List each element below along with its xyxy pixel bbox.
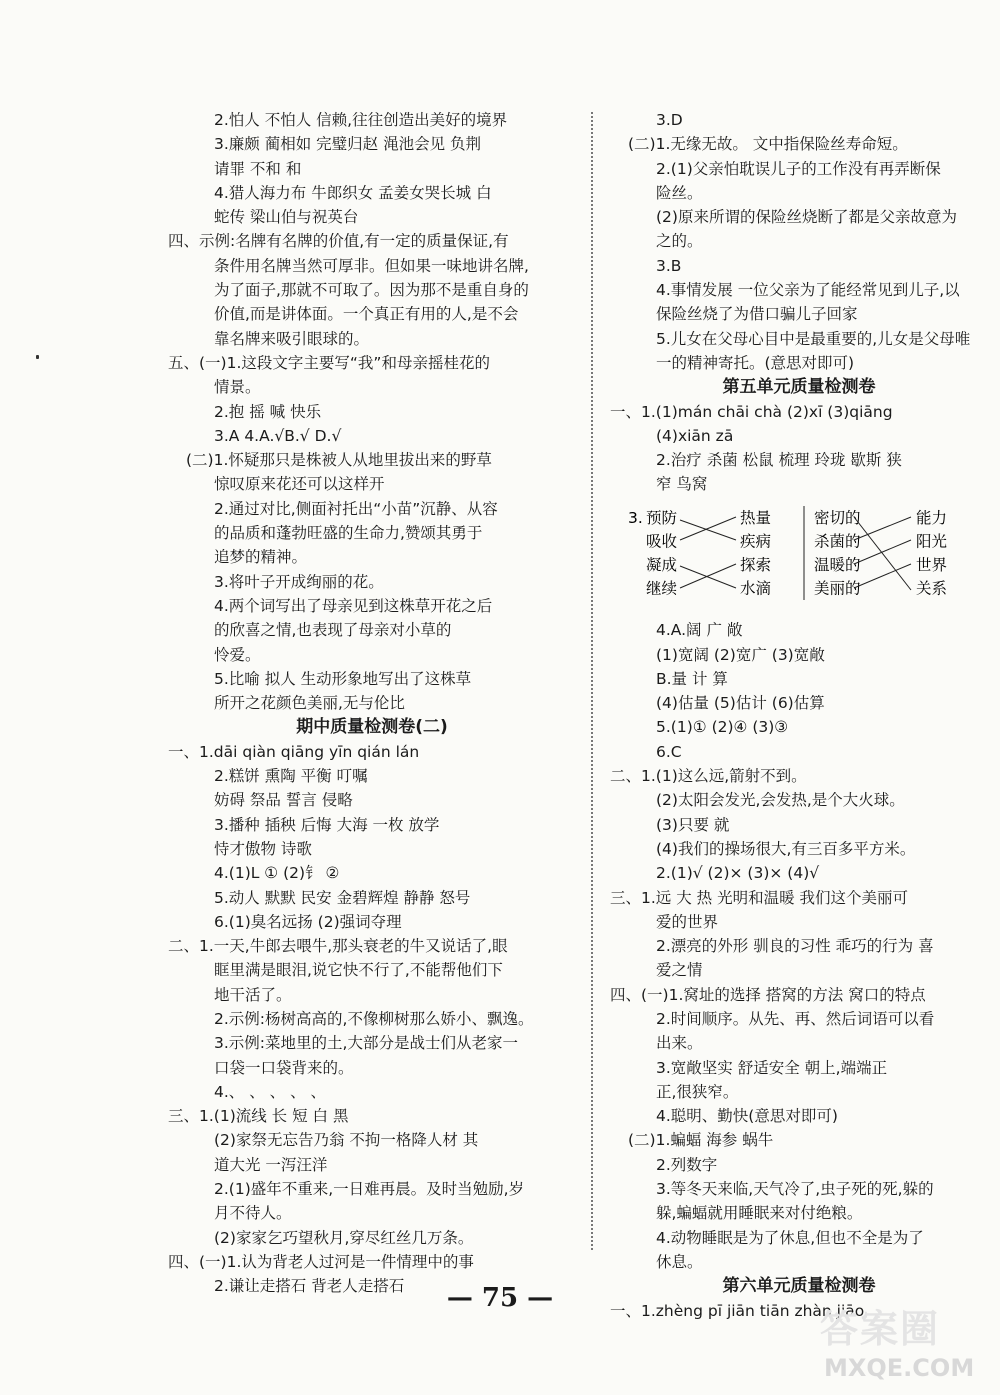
answer-line: 一、1.(1)mán chāi chà (2)xī (3)qiāng bbox=[610, 402, 893, 421]
matching-word: 凝成 bbox=[646, 556, 678, 574]
answer-line: 三、1.远 大 热 光明和温暖 我们这个美丽可 bbox=[610, 888, 908, 907]
section-title: 期中质量检测卷(二) bbox=[296, 717, 448, 738]
matching-word: 温暖的 bbox=[814, 556, 861, 574]
matching-word: 能力 bbox=[916, 509, 948, 527]
answer-line: (2)家家乞巧望秋月,穿尽红丝几万条。 bbox=[214, 1228, 474, 1247]
answer-line: 道大光 一泻汪洋 bbox=[214, 1155, 328, 1174]
answer-line: 四、示例:名牌有名牌的价值,有一定的质量保证,有 bbox=[168, 232, 509, 251]
answer-line: 为了面子,那就不可取了。因为那不是重自身的 bbox=[214, 281, 529, 300]
answer-line: 3.等冬天来临,天气冷了,虫子死的死,躲的 bbox=[656, 1180, 934, 1199]
matching-word: 预防 bbox=[646, 509, 678, 527]
matching-exercise bbox=[628, 506, 948, 602]
answer-line: 二、1.一天,牛郎去喂牛,那头衰老的牛又说话了,眼 bbox=[168, 937, 508, 956]
answer-line: (2)原来所谓的保险丝烧断了都是父亲故意为 bbox=[656, 208, 957, 227]
answer-line: B.量 计 算 bbox=[656, 669, 728, 688]
answer-line: 正,很狭窄。 bbox=[656, 1082, 739, 1101]
answer-line: 怜爱。 bbox=[214, 645, 261, 664]
answer-line: 保险丝烧了为借口骗儿子回家 bbox=[656, 305, 858, 324]
answer-line: 5.(1)① (2)④ (3)③ bbox=[656, 718, 789, 737]
answer-line: 请罪 不和 和 bbox=[214, 159, 302, 178]
answer-line: 恃才傲物 诗歌 bbox=[214, 839, 312, 858]
matching-number: 3. bbox=[628, 509, 643, 527]
answer-line: 2.怕人 不怕人 信赖,往往创造出美好的境界 bbox=[214, 111, 508, 129]
answer-line: 3.将叶子开成绚丽的花。 bbox=[214, 572, 384, 591]
answer-line: 一的精神寄托。(意思对即可) bbox=[656, 353, 855, 372]
answer-line: (4)估量 (5)估计 (6)估算 bbox=[656, 694, 825, 713]
answer-line: 2.治疗 杀菌 松鼠 梳理 玲珑 歇斯 狭 bbox=[656, 451, 902, 470]
section-title: 第六单元质量检测卷 bbox=[722, 1276, 876, 1297]
answer-line: 休息。 bbox=[656, 1252, 703, 1271]
answer-line: 口袋一口袋背来的。 bbox=[214, 1058, 354, 1077]
answer-line: 2.漂亮的外形 驯良的习性 乖巧的行为 喜 bbox=[656, 937, 934, 956]
answer-line: 4.动物睡眠是为了休息,但也不全是为了 bbox=[656, 1228, 924, 1247]
answer-line: 所开之花颜色美丽,无与伦比 bbox=[214, 694, 405, 713]
answer-line: 2.示例:杨树高高的,不像柳树那么娇小、飘逸。 bbox=[214, 1009, 534, 1028]
answer-line: 月不待人。 bbox=[214, 1204, 292, 1223]
answer-line: (二)1.无缘无故。 文中指保险丝寿命短。 bbox=[628, 135, 908, 154]
matching-word: 关系 bbox=[916, 579, 948, 598]
answer-line: (2)太阳会发光,会发热,是个大火球。 bbox=[656, 791, 905, 810]
answer-line: 妨碍 祭品 誓言 侵略 bbox=[214, 791, 353, 810]
matching-word: 探索 bbox=[740, 556, 772, 574]
answer-line: 2.通过对比,侧面衬托出“小苗”沉静、从容 bbox=[214, 499, 498, 518]
answer-line: 6.C bbox=[656, 742, 682, 761]
answer-column-right bbox=[610, 108, 988, 1323]
answer-line: 的品质和蓬勃旺盛的生命力,赞颂其勇于 bbox=[214, 524, 483, 543]
answer-line: (4)我们的操场很大,有三百多平方米。 bbox=[656, 839, 916, 858]
answer-line: 2.(1)盛年不重来,一日难再晨。及时当勉励,岁 bbox=[214, 1180, 525, 1199]
answer-line: 五、(一)1.这段文字主要写“我”和母亲摇桂花的 bbox=[168, 353, 490, 372]
matching-word: 吸收 bbox=[646, 532, 678, 551]
answer-line: 2.抱 摇 喊 快乐 bbox=[214, 402, 322, 421]
watermark-logo bbox=[806, 1302, 986, 1386]
answer-line: 4.、 、 、 、 、 bbox=[214, 1082, 326, 1101]
answer-line: 4.A.阔 广 敞 bbox=[656, 621, 743, 640]
answer-line: 的欣喜之情,也表现了母亲对小草的 bbox=[214, 621, 452, 640]
answer-line: 5.比喻 拟人 生动形象地写出了这株草 bbox=[214, 669, 472, 688]
answer-line: 条件用名牌当然可厚非。但如果一味地讲名牌, bbox=[214, 256, 529, 275]
matching-word: 杀菌的 bbox=[814, 532, 861, 551]
watermark-url: MXQE.COM bbox=[824, 1354, 975, 1382]
matching-word: 热量 bbox=[740, 509, 772, 527]
matching-lines bbox=[680, 506, 911, 600]
answer-line: 4.两个词写出了母亲见到这株草开花之后 bbox=[214, 596, 493, 615]
matching-word: 密切的 bbox=[814, 509, 861, 527]
answer-line: 眶里满是眼泪,说它快不行了,不能帮他们下 bbox=[214, 961, 503, 980]
section-title: 第五单元质量检测卷 bbox=[722, 377, 876, 398]
answer-line: 靠名牌来吸引眼球的。 bbox=[214, 329, 370, 348]
answer-line: 3.B bbox=[656, 256, 682, 275]
answer-line: 4.猎人海力布 牛郎织女 孟姜女哭长城 白 bbox=[214, 183, 492, 202]
answer-line: 2.(1)父亲怕耽误儿子的工作没有再弄断保 bbox=[656, 159, 941, 178]
answer-line: 之的。 bbox=[656, 232, 703, 251]
answer-line: 躲,蝙蝠就用睡眠来对付绝粮。 bbox=[656, 1204, 863, 1223]
answer-line: 2.列数字 bbox=[656, 1155, 718, 1174]
answer-line: 惊叹原来花还可以这样开 bbox=[214, 475, 385, 494]
answer-line: 3.宽敞坚实 舒适安全 朝上,端端正 bbox=[656, 1058, 888, 1077]
answer-line: 6.(1)臭名远扬 (2)强词夺理 bbox=[214, 912, 402, 931]
answer-line: 蛇传 梁山伯与祝英台 bbox=[214, 208, 359, 227]
answer-line: 2.(1)√ (2)× (3)× (4)√ bbox=[656, 864, 820, 883]
page-number: — 75 — bbox=[446, 1283, 554, 1313]
answer-line: 2.谦让走搭石 背老人走搭石 bbox=[214, 1277, 405, 1296]
answer-line: 四、(一)1.认为背老人过河是一件情理中的事 bbox=[168, 1252, 474, 1271]
answer-line: 3.示例:菜地里的土,大部分是战士们从老家一 bbox=[214, 1034, 518, 1053]
matching-word: 世界 bbox=[916, 556, 948, 574]
answer-line: 一、1.zhèng pī jiān tiān zhàn jiāo bbox=[610, 1301, 865, 1320]
answer-line: 窄 鸟窝 bbox=[656, 475, 708, 494]
answer-column-left bbox=[168, 108, 576, 1299]
answer-line: 情景。 bbox=[214, 378, 261, 397]
answer-line: 四、(一)1.窝址的选择 搭窝的方法 窝口的特点 bbox=[610, 985, 926, 1004]
answer-line: (1)宽阔 (2)宽广 (3)宽敞 bbox=[656, 645, 825, 664]
answer-line: 5.动人 默默 民安 金碧辉煌 静静 怒号 bbox=[214, 888, 471, 907]
answer-line: 爱的世界 bbox=[656, 912, 719, 931]
matching-word: 继续 bbox=[646, 579, 678, 598]
column-divider bbox=[591, 112, 593, 1250]
answer-line: (二)1.怀疑那只是株被人从地里拔出来的野草 bbox=[186, 451, 492, 470]
matching-word: 疾病 bbox=[740, 532, 772, 551]
answer-line: 4.事情发展 一位父亲为了能经常见到儿子,以 bbox=[656, 281, 960, 300]
answer-line: (4)xiān zā bbox=[656, 426, 734, 445]
matching-word: 水滴 bbox=[740, 579, 772, 598]
answer-line: 二、1.(1)这么远,箭射不到。 bbox=[610, 767, 807, 786]
scan-speck bbox=[36, 355, 39, 359]
watermark-chars: 答案圈 bbox=[820, 1307, 941, 1351]
answer-line: 险丝。 bbox=[656, 183, 703, 202]
answer-line: 3.廉颇 蔺相如 完璧归赵 渑池会见 负荆 bbox=[214, 135, 481, 154]
answer-line: 三、1.(1)流线 长 短 白 黑 bbox=[168, 1107, 349, 1126]
answer-line: 5.儿女在父母心目中是最重要的,儿女是父母唯 bbox=[656, 329, 971, 348]
answer-line: 一、1.dāi qiàn qiāng yīn qián lán bbox=[168, 742, 420, 761]
matching-word: 阳光 bbox=[916, 532, 948, 551]
matching-word: 美丽的 bbox=[814, 579, 861, 598]
answer-line: 价值,而是讲体面。一个真正有用的人,是不会 bbox=[214, 305, 519, 324]
answer-line: 4.聪明、勤快(意思对即可) bbox=[656, 1107, 838, 1126]
answer-line: 地干活了。 bbox=[214, 985, 292, 1004]
answer-line: 追梦的精神。 bbox=[214, 548, 308, 567]
answer-line: (二)1.蝙蝠 海参 蜗牛 bbox=[628, 1131, 774, 1150]
answer-line: 4.(1)L ① (2)钅 ② bbox=[214, 864, 340, 883]
answer-line: 3.A 4.A.√B.√ D.√ bbox=[214, 426, 342, 445]
answer-line: 3.D bbox=[656, 111, 683, 129]
answer-line: (3)只要 就 bbox=[656, 815, 730, 834]
answer-line: 2.时间顺序。从先、再、然后词语可以看 bbox=[656, 1009, 935, 1028]
answer-line: 爱之情 bbox=[656, 961, 703, 980]
answer-line: 出来。 bbox=[656, 1034, 703, 1053]
answer-line: (2)家祭无忘告乃翁 不拘一格降人材 其 bbox=[214, 1131, 479, 1150]
answer-line: 3.播种 插秧 后悔 大海 一枚 放学 bbox=[214, 815, 440, 834]
answer-line: 2.糕饼 熏陶 平衡 叮嘱 bbox=[214, 767, 368, 786]
